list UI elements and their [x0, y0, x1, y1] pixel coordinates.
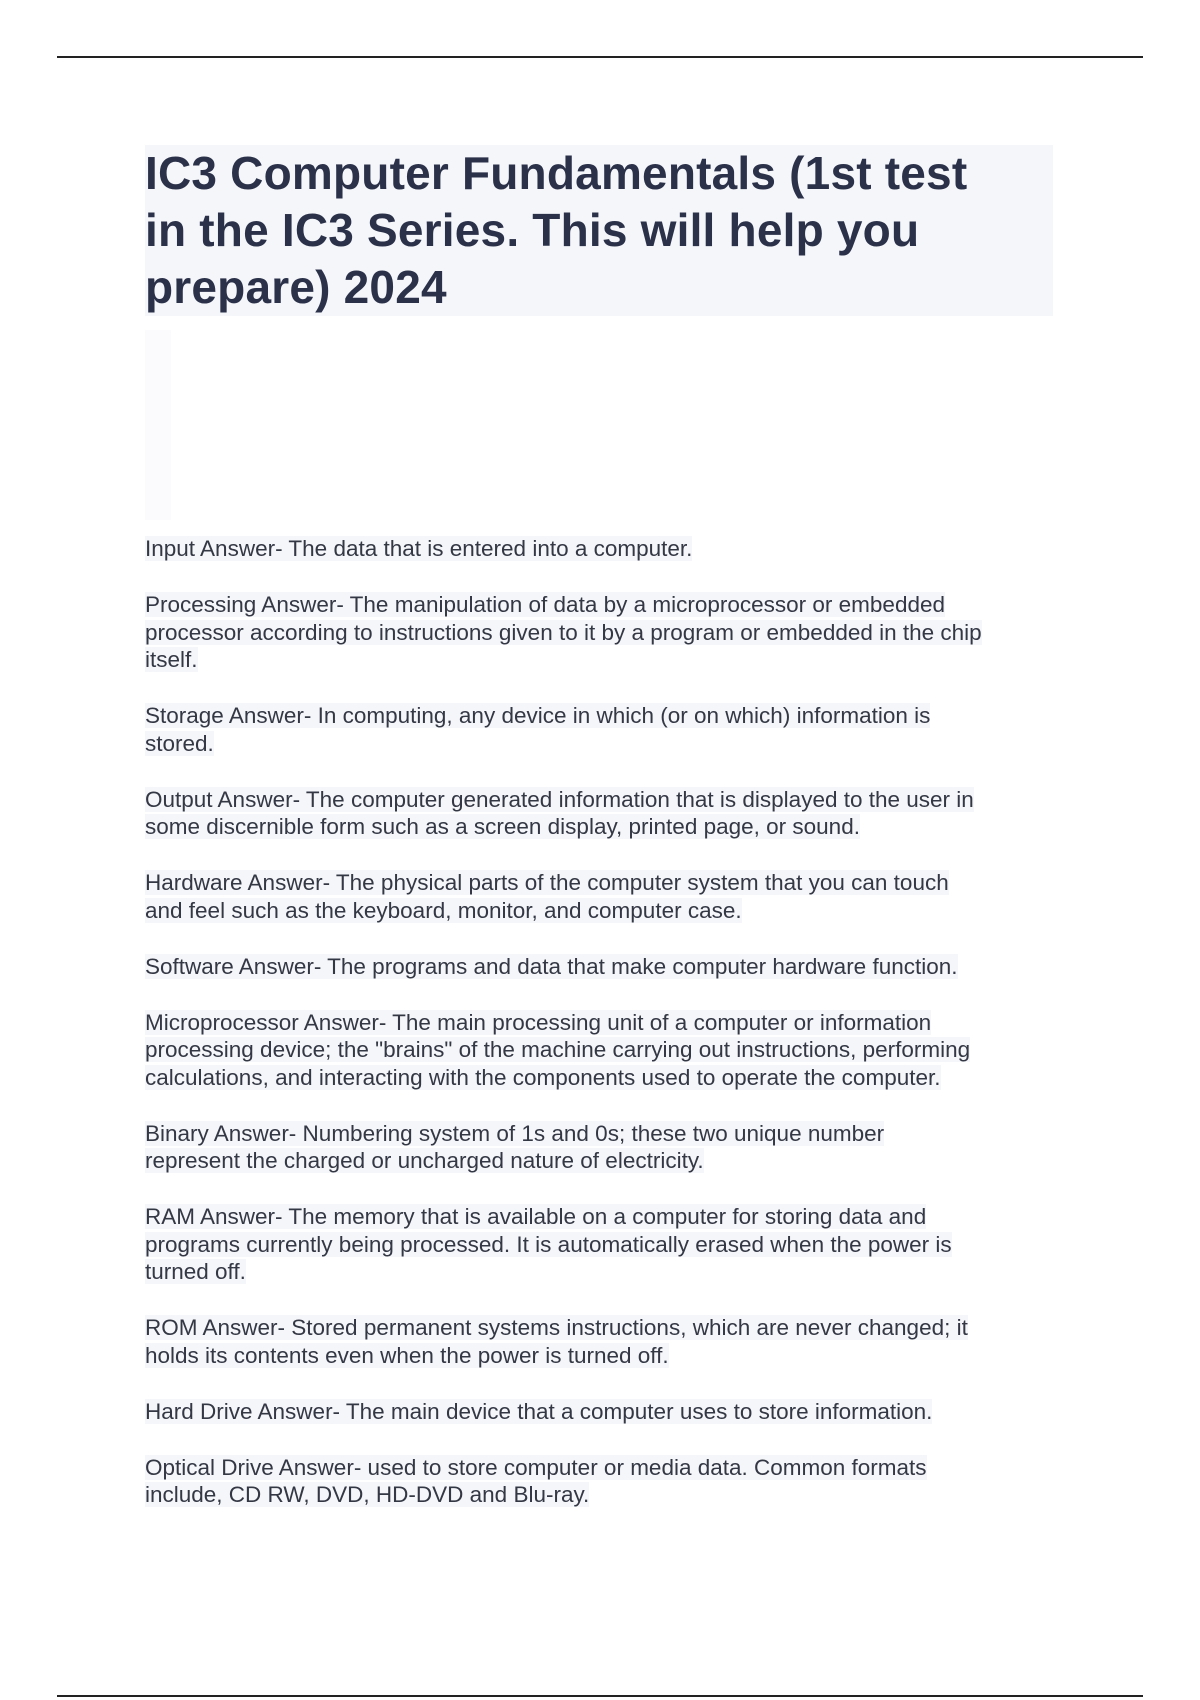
qa-line-text: Software Answer- The programs and data that make computer hardware function. [145, 953, 958, 979]
qa-line [145, 1120, 1070, 1148]
qa-line [145, 1064, 1070, 1092]
qa-item [145, 1203, 1070, 1286]
qa-line-text: Microprocessor Answer- The main processing unit of a computer or information [145, 1009, 932, 1035]
qa-line [145, 813, 1070, 841]
qa-line [145, 730, 1070, 758]
qa-line-text: calculations, and interacting with the components used to operate the computer. [145, 1064, 941, 1090]
qa-line [145, 1342, 1070, 1370]
qa-line [145, 1481, 1070, 1509]
qa-line-text: processing device; the "brains" of the machine carrying out instructions, performing [145, 1037, 971, 1062]
qa-line-text: holds its contents even when the power is turned off. [145, 1342, 669, 1368]
qa-line [145, 1258, 1070, 1286]
qa-line-text: Hardware Answer- The physical parts of the computer system that you can touch [145, 870, 949, 895]
qa-line-text: processor according to instructions given to it by a program or embedded in the chip [145, 619, 982, 645]
qa-line [145, 646, 1070, 674]
qa-line [145, 591, 1070, 619]
qa-line-text: Optical Drive Answer- used to store computer or media data. Common formats [145, 1454, 927, 1480]
qa-line-text: and feel such as the keyboard, monitor, and computer case. [145, 897, 742, 923]
title-line-3: prepare) 2024 [145, 261, 447, 313]
qa-line [145, 953, 1070, 981]
qa-line [145, 1454, 1070, 1482]
qa-line-text: Storage Answer- In computing, any device in which (or on which) information is [145, 703, 931, 728]
qa-line-text: programs currently being processed. It is automatically erased when the power is [145, 1231, 952, 1257]
qa-line-text: stored. [145, 730, 214, 756]
bottom-rule [57, 1695, 1143, 1697]
qa-line [145, 619, 1070, 647]
qa-line-text: ROM Answer- Stored permanent systems instructions, which are never changed; it [145, 1315, 968, 1340]
qa-item [145, 869, 1070, 924]
qa-line-text: Processing Answer- The manipulation of data by a microprocessor or embedded [145, 592, 946, 617]
qa-item [145, 1454, 1070, 1509]
title-line-2: in the IC3 Series. This will help you [145, 204, 920, 256]
qa-line [145, 1398, 1070, 1426]
qa-line-text: itself. [145, 647, 198, 672]
qa-line [145, 869, 1070, 897]
qa-item [145, 1120, 1070, 1175]
title-line-1: IC3 Computer Fundamentals (1st test [145, 147, 968, 199]
qa-line [145, 786, 1070, 814]
qa-item [145, 1009, 1070, 1092]
qa-line-text: Input Answer- The data that is entered into a computer. [145, 536, 693, 561]
qa-line-text: represent the charged or uncharged nature of electricity. [145, 1148, 704, 1173]
qa-line-text: turned off. [145, 1259, 246, 1284]
qa-line [145, 702, 1070, 730]
qa-line [145, 1147, 1070, 1175]
qa-item [145, 953, 1070, 981]
qa-item [145, 786, 1070, 841]
qa-line [145, 1314, 1070, 1342]
blank-area [145, 330, 171, 520]
qa-item [145, 535, 1070, 563]
qa-line [145, 897, 1070, 925]
qa-line [145, 535, 1070, 563]
qa-item [145, 1314, 1070, 1369]
qa-line-text: RAM Answer- The memory that is available on a computer for storing data and [145, 1204, 927, 1229]
qa-line-text: Binary Answer- Numbering system of 1s and 0s; these two unique number [145, 1120, 885, 1146]
top-rule [57, 56, 1143, 58]
qa-line-text: Output Answer- The computer generated information that is displayed to the user in [145, 786, 974, 812]
qa-line [145, 1036, 1070, 1064]
qa-line-text: Hard Drive Answer- The main device that a computer uses to store information. [145, 1398, 933, 1424]
qa-line-text: some discernible form such as a screen display, printed page, or sound. [145, 814, 860, 839]
qa-line [145, 1231, 1070, 1259]
qa-item [145, 1398, 1070, 1426]
qa-line [145, 1009, 1070, 1037]
qa-line-text: include, CD RW, DVD, HD-DVD and Blu-ray. [145, 1482, 590, 1507]
qa-list [145, 535, 1070, 1537]
qa-line [145, 1203, 1070, 1231]
document-title [145, 145, 1053, 316]
qa-item [145, 591, 1070, 674]
qa-item [145, 702, 1070, 757]
